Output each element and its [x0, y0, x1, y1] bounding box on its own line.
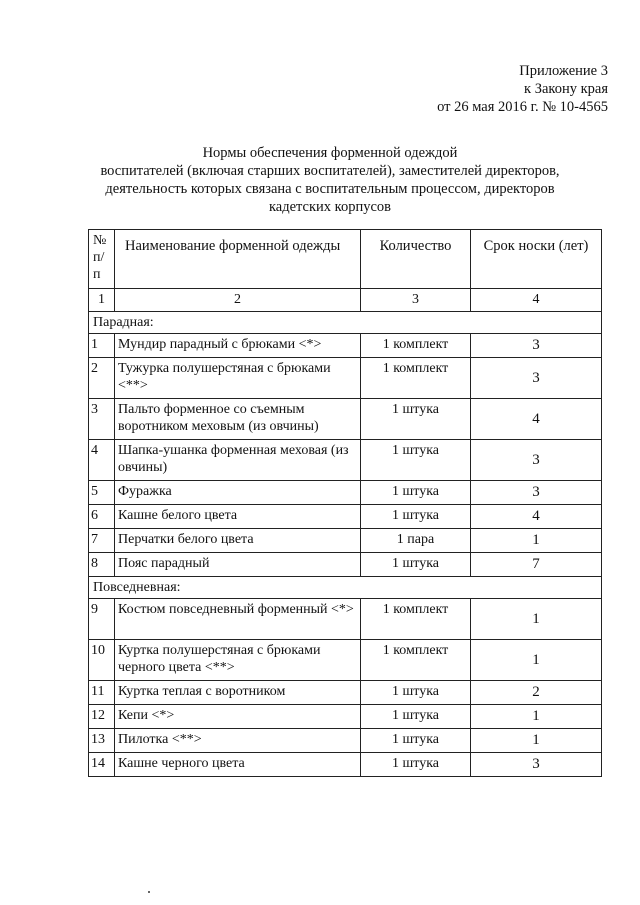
- table-row: [89, 553, 602, 577]
- item-quantity: 1 штука: [361, 481, 471, 505]
- header-num: № п/п: [89, 230, 115, 289]
- column-number-row: [89, 289, 602, 312]
- row-number: 11: [89, 681, 115, 705]
- item-quantity: 1 штука: [361, 399, 471, 440]
- item-quantity: 1 комплект: [361, 334, 471, 358]
- row-number: 8: [89, 553, 115, 577]
- item-name: Фуражка: [115, 481, 361, 505]
- item-quantity: 1 штука: [361, 505, 471, 529]
- col-number: 3: [361, 289, 471, 312]
- row-number: 14: [89, 753, 115, 777]
- row-number: 12: [89, 705, 115, 729]
- annex-number: Приложение 3: [519, 63, 608, 79]
- item-quantity: 1 комплект: [361, 640, 471, 681]
- section-label: Парадная:: [89, 312, 602, 334]
- scan-speck: [148, 891, 150, 893]
- item-wear-term: 3: [471, 753, 602, 777]
- annex-law-ref: к Закону края: [524, 81, 608, 97]
- row-number: 3: [89, 399, 115, 440]
- title-line-1: Нормы обеспечения форменной одеждой: [202, 145, 458, 161]
- table-row: [89, 358, 602, 399]
- item-quantity: 1 штука: [361, 553, 471, 577]
- table-row: [89, 753, 602, 777]
- section-row-everyday: [89, 577, 602, 599]
- item-name: Кашне белого цвета: [115, 505, 361, 529]
- item-name: Куртка теплая с воротником: [115, 681, 361, 705]
- table-body: [89, 289, 602, 777]
- item-name: Костюм повседневный форменный <*>: [115, 599, 361, 640]
- uniform-norms-table: [88, 229, 602, 777]
- item-quantity: 1 комплект: [361, 358, 471, 399]
- section-row-parade: [89, 312, 602, 334]
- item-quantity: 1 штука: [361, 753, 471, 777]
- item-wear-term: 4: [471, 505, 602, 529]
- item-name: Кепи <*>: [115, 705, 361, 729]
- item-wear-term: 3: [471, 440, 602, 481]
- table-row: [89, 334, 602, 358]
- table-row: [89, 481, 602, 505]
- table-row: [89, 599, 602, 640]
- item-quantity: 1 комплект: [361, 599, 471, 640]
- item-wear-term: 2: [471, 681, 602, 705]
- col-number: 2: [115, 289, 361, 312]
- table-row: [89, 505, 602, 529]
- item-quantity: 1 штука: [361, 729, 471, 753]
- item-wear-term: 1: [471, 640, 602, 681]
- item-wear-term: 7: [471, 553, 602, 577]
- table-row: [89, 729, 602, 753]
- item-name: Мундир парадный с брюками <*>: [115, 334, 361, 358]
- item-name: Шапка-ушанка форменная меховая (из овчины): [115, 440, 361, 481]
- table-row: [89, 681, 602, 705]
- document-title: [60, 144, 600, 216]
- col-number: 1: [89, 289, 115, 312]
- item-name: Пальто форменное со съемным воротником меховым (из овчины): [115, 399, 361, 440]
- title-line-3: деятельность которых связана с воспитательным процессом, директоров: [105, 181, 555, 197]
- annex-header: [437, 62, 608, 116]
- item-name: Пояс парадный: [115, 553, 361, 577]
- item-quantity: 1 штука: [361, 705, 471, 729]
- item-wear-term: 1: [471, 729, 602, 753]
- table-row: [89, 705, 602, 729]
- item-name: Куртка полушерстяная с брюками черного цвета <**>: [115, 640, 361, 681]
- item-wear-term: 1: [471, 529, 602, 553]
- table-row: [89, 640, 602, 681]
- item-name: Пилотка <**>: [115, 729, 361, 753]
- item-wear-term: 4: [471, 399, 602, 440]
- title-line-4: кадетских корпусов: [268, 199, 392, 215]
- annex-date: от 26 мая 2016 г. № 10-4565: [437, 99, 608, 115]
- row-number: 5: [89, 481, 115, 505]
- item-quantity: 1 пара: [361, 529, 471, 553]
- item-quantity: 1 штука: [361, 681, 471, 705]
- item-wear-term: 3: [471, 481, 602, 505]
- header-qty: Количество: [361, 230, 471, 289]
- row-number: 7: [89, 529, 115, 553]
- row-number: 13: [89, 729, 115, 753]
- row-number: 6: [89, 505, 115, 529]
- row-number: 4: [89, 440, 115, 481]
- section-label: Повседневная:: [89, 577, 602, 599]
- row-number: 2: [89, 358, 115, 399]
- col-number: 4: [471, 289, 602, 312]
- header-term: Срок носки (лет): [471, 230, 602, 289]
- item-name: Перчатки белого цвета: [115, 529, 361, 553]
- table-row: [89, 399, 602, 440]
- header-name: Наименование форменной одежды: [115, 230, 361, 289]
- title-line-2: воспитателей (включая старших воспитателей), заместителей директоров,: [100, 163, 560, 179]
- item-wear-term: 1: [471, 705, 602, 729]
- item-name: Кашне черного цвета: [115, 753, 361, 777]
- table-row: [89, 529, 602, 553]
- row-number: 10: [89, 640, 115, 681]
- table-header-row: [89, 230, 602, 289]
- table-row: [89, 440, 602, 481]
- item-wear-term: 3: [471, 334, 602, 358]
- item-quantity: 1 штука: [361, 440, 471, 481]
- row-number: 9: [89, 599, 115, 640]
- item-wear-term: 1: [471, 599, 602, 640]
- item-wear-term: 3: [471, 358, 602, 399]
- item-name: Тужурка полушерстяная с брюками <**>: [115, 358, 361, 399]
- row-number: 1: [89, 334, 115, 358]
